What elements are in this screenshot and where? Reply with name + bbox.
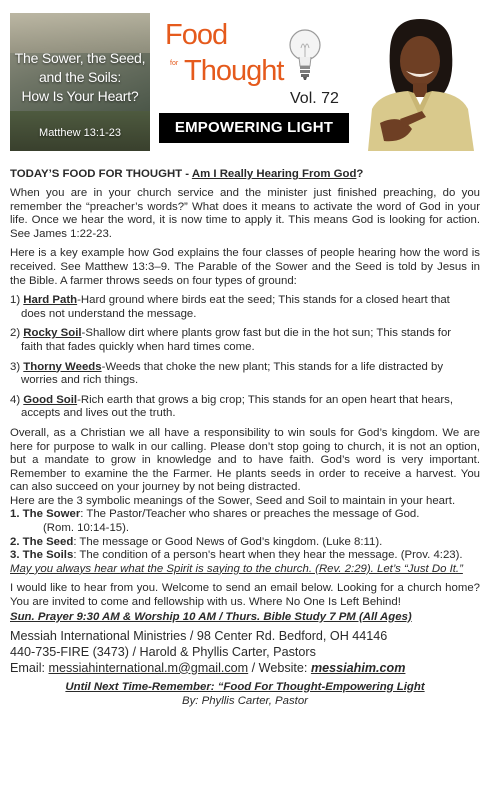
heading-prefix: TODAY’S FOOD FOR THOUGHT - xyxy=(10,168,192,180)
ground-number: 4) xyxy=(10,393,24,406)
heading-question: Am I Really Hearing From God xyxy=(191,168,357,180)
pastor-portrait xyxy=(360,13,480,151)
meaning-text: : The Pastor/Teacher who shares or preaches the message of God. xyxy=(80,508,420,521)
cover-sky xyxy=(10,13,150,53)
ministry-contact xyxy=(10,660,480,676)
newsletter-body xyxy=(10,167,480,708)
paragraph-intro: When you are in your church service and the minister just finished preaching, do you remember the “preacher’s words?” What does it means to activate the word of God in your life. Once we hear the word, it is now time to apply it. This means God is looking for action. See James 1:22-23. xyxy=(10,187,480,240)
meaning-text: : The condition of a person's heart when they hear the message. (Prov. 4:23). xyxy=(73,549,463,562)
ground-term: Good Soil xyxy=(23,393,78,406)
cover-title-line: The Sower, the Seed, xyxy=(14,50,146,66)
ministry-phone: 440-735-FIRE (3473) / Harold & Phyllis Carter, Pastors xyxy=(10,644,316,659)
meaning-text-cont: (Rom. 10:14-15). xyxy=(43,522,130,535)
meaning-text: : The message or Good News of God’s kingdom. (Luke 8:11). xyxy=(73,535,383,548)
brand-thought: Thought xyxy=(184,55,284,87)
ground-text: -Rich earth that grows a big crop; This stands for an open heart that hears, xyxy=(77,393,453,406)
meanings-intro: Here are the 3 symbolic meanings of the Sower, Seed and Soil to maintain in your heart. xyxy=(10,494,456,507)
byline: By: Phyllis Carter, Pastor xyxy=(182,694,308,707)
website-link[interactable]: messiahim.com xyxy=(310,660,406,675)
brand-food: Food xyxy=(165,19,228,51)
meaning-item xyxy=(10,549,480,563)
ground-text-cont: does not understand the message. xyxy=(21,307,197,320)
closing-line: Until Next Time-Remember: “Food For Thought-Empowering Light xyxy=(65,680,425,693)
ground-item xyxy=(10,327,480,354)
blessing-line: May you always hear what the Spirit is saying to the church. (Rev. 2:29). Let’s “Just Do It.” xyxy=(10,562,463,575)
lightbulb-icon xyxy=(288,26,322,82)
ground-number: 1) xyxy=(10,294,24,307)
cover-image xyxy=(10,13,150,151)
newsletter-header xyxy=(0,0,490,158)
ground-number: 3) xyxy=(10,360,24,373)
cover-title-line: How Is Your Heart? xyxy=(21,88,139,104)
cover-title xyxy=(10,49,150,106)
ministry-address: Messiah International Ministries / 98 Center Rd. Bedford, OH 44146 xyxy=(10,628,388,643)
ground-text: -Weeds that choke the new plant; This stands for a life distracted by xyxy=(101,360,444,373)
meaning-item xyxy=(10,536,480,550)
ground-item xyxy=(10,361,480,388)
empowering-light-banner: EMPOWERING LIGHT xyxy=(159,113,349,143)
ground-term: Hard Path xyxy=(23,294,78,307)
paragraph-invite: I would like to hear from you. Welcome to send an email below. Looking for a church home? You are invited to come and fellowship with us. Where No One Is Left Behind! xyxy=(10,582,480,609)
ground-term: Thorny Weeds xyxy=(23,360,102,373)
service-times: Sun. Prayer 9:30 AM & Worship 10 AM / Thurs. Bible Study 7 PM (All Ages) xyxy=(10,610,412,623)
email-label: Email: xyxy=(10,660,49,675)
ground-text: -Hard ground where birds eat the seed; This stands for a closed heart that xyxy=(77,294,450,307)
volume-number: Vol. 72 xyxy=(290,90,339,107)
paragraph-parable: Here is a key example how God explains the four classes of people hearing how the word is received. See Matthew 13:3–9. The Parable of the Sower and the Seed is told by Jesus in the Bible. A farmer throws seeds on four types of ground: xyxy=(10,247,480,287)
website-label: / Website: xyxy=(248,660,311,675)
ground-term: Rocky Soil xyxy=(23,327,82,340)
ground-text-cont: accepts and lives out the truth. xyxy=(21,407,176,420)
ground-number: 2) xyxy=(10,327,24,340)
todays-heading xyxy=(10,167,480,181)
brand-for: for xyxy=(170,60,179,67)
meaning-item xyxy=(10,508,480,535)
heading-suffix: ? xyxy=(356,168,364,180)
meaning-term: 3. The Soils xyxy=(10,549,74,562)
ground-text-cont: worries and rich things. xyxy=(21,374,139,387)
meaning-term: 1. The Sower xyxy=(10,508,81,521)
paragraph-overall: Overall, as a Christian we all have a responsibility to win souls for God’s kingdom. We are here for purpose to walk in our calling. Please don’t stop going to church, it is not an option, but a mandate to grow in knowledge and to have faith. God’s word is very important. Remember to examine the the Farmer. He plants seeds in order to receive a harvest. You can also succeed on your journey by not being distracted. xyxy=(10,426,480,494)
cover-reference: Matthew 13:1-23 xyxy=(39,127,121,139)
email-link[interactable]: messiahinternational.m@gmail.com xyxy=(48,660,249,675)
ground-item xyxy=(10,294,480,321)
ground-text: -Shallow dirt where plants grow fast but die in the hot sun; This stands for xyxy=(81,327,452,340)
ground-item xyxy=(10,394,480,421)
ground-text-cont: faith that fades quickly when hard times come. xyxy=(21,340,255,353)
cover-title-line: and the Soils: xyxy=(38,69,122,85)
meaning-term: 2. The Seed xyxy=(10,535,74,548)
